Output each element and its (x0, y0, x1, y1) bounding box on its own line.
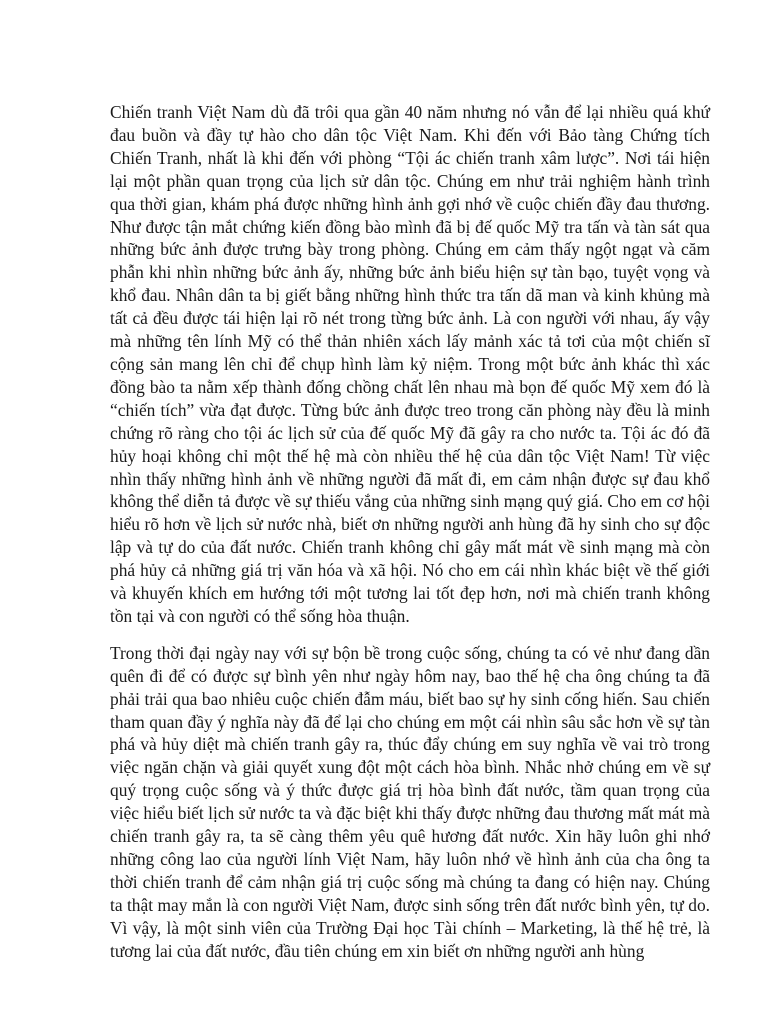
document-body (110, 101, 710, 963)
paragraph-1: Chiến tranh Việt Nam dù đã trôi qua gần 40 năm nhưng nó vẫn để lại nhiều quá khứ đau buồn và đầy tự hào cho dân tộc Việt Nam. Khi đến với Bảo tàng Chứng tích Chiến Tranh, nhất là khi đến với phòng “Tội ác chiến tranh xâm lược”. Nơi tái hiện lại một phần quan trọng của lịch sử dân tộc. Chúng em như trải nghiệm hành trình qua thời gian, khám phá được những hình ảnh gợi nhớ về cuộc chiến đầy đau thương. Như được tận mắt chứng kiến đồng bào mình đã bị đế quốc Mỹ tra tấn và tàn sát qua những bức ảnh được trưng bày trong phòng. Chúng em cảm thấy ngột ngạt và căm phẫn khi nhìn những bức ảnh ấy, những bức ảnh biểu hiện sự tàn bạo, tuyệt vọng và khổ đau. Nhân dân ta bị giết bằng những hình thức tra tấn dã man và kinh khủng mà tất cả đều được tái hiện lại rõ nét trong từng bức ảnh. Là con người với nhau, ấy vậy mà những tên lính Mỹ có thể thản nhiên xách lấy mảnh xác tả tơi của một chiến sĩ cộng sản mang lên chỉ để chụp hình làm kỷ niệm. Trong một bức ảnh khác thì xác đồng bào ta nằm xếp thành đống chồng chất lên nhau mà bọn đế quốc Mỹ xem đó là “chiến tích” vừa đạt được. Từng bức ảnh được treo trong căn phòng này đều là minh chứng rõ ràng cho tội ác lịch sử của đế quốc Mỹ đã gây ra cho nước ta. Tội ác đó đã hủy hoại không chỉ một thế hệ mà còn nhiều thế hệ của dân tộc Việt Nam! Từ việc nhìn thấy những hình ảnh về những người đã mất đi, em cảm nhận được sự đau khổ không thể diễn tả được về sự thiếu vắng của những sinh mạng quý giá. Cho em cơ hội hiểu rõ hơn về lịch sử nước nhà, biết ơn những người anh hùng đã hy sinh cho sự độc lập và tự do của đất nước. Chiến tranh không chỉ gây mất mát về sinh mạng mà còn phá hủy cả những giá trị văn hóa và xã hội. Nó cho em cái nhìn khác biệt về thế giới và khuyến khích em hướng tới một tương lai tốt đẹp hơn, nơi mà chiến tranh không tồn tại và con người có thể sống hòa thuận. (110, 102, 710, 626)
paragraph-2: Trong thời đại ngày nay với sự bộn bề trong cuộc sống, chúng ta có vẻ như đang dần quên đi để có được sự bình yên như ngày hôm nay, bao thế hệ cha ông chúng ta đã phải trải qua bao nhiêu cuộc chiến đẫm máu, biết bao sự hy sinh cống hiến. Sau chiến tham quan đầy ý nghĩa này đã để lại cho chúng em một cái nhìn sâu sắc hơn về sự tàn phá và hủy diệt mà chiến tranh gây ra, thúc đẩy chúng em suy nghĩa về vai trò trong việc ngăn chặn và giải quyết xung đột một cách hòa bình. Nhắc nhở chúng em về sự quý trọng cuộc sống và ý thức được giá trị hòa bình đất nước, tầm quan trọng của việc hiểu biết lịch sử nước ta và đặc biệt khi thấy được những đau thương mất mát mà chiến tranh gây ra, ta sẽ càng thêm yêu quê hương đất nước. Xin hãy luôn ghi nhớ những công lao của người lính Việt Nam, hãy luôn nhớ về hình ảnh của cha ông ta thời chiến tranh để cảm nhận giá trị cuộc sống mà chúng ta đang có hiện nay. Chúng ta thật may mắn là con người Việt Nam, được sinh sống trên đất nước bình yên, tự do. Vì vậy, là một sinh viên của Trường Đại học Tài chính – Marketing, là thế hệ trẻ, là tương lai của đất nước, đầu tiên chúng em xin biết ơn những người anh hùng (110, 642, 710, 961)
